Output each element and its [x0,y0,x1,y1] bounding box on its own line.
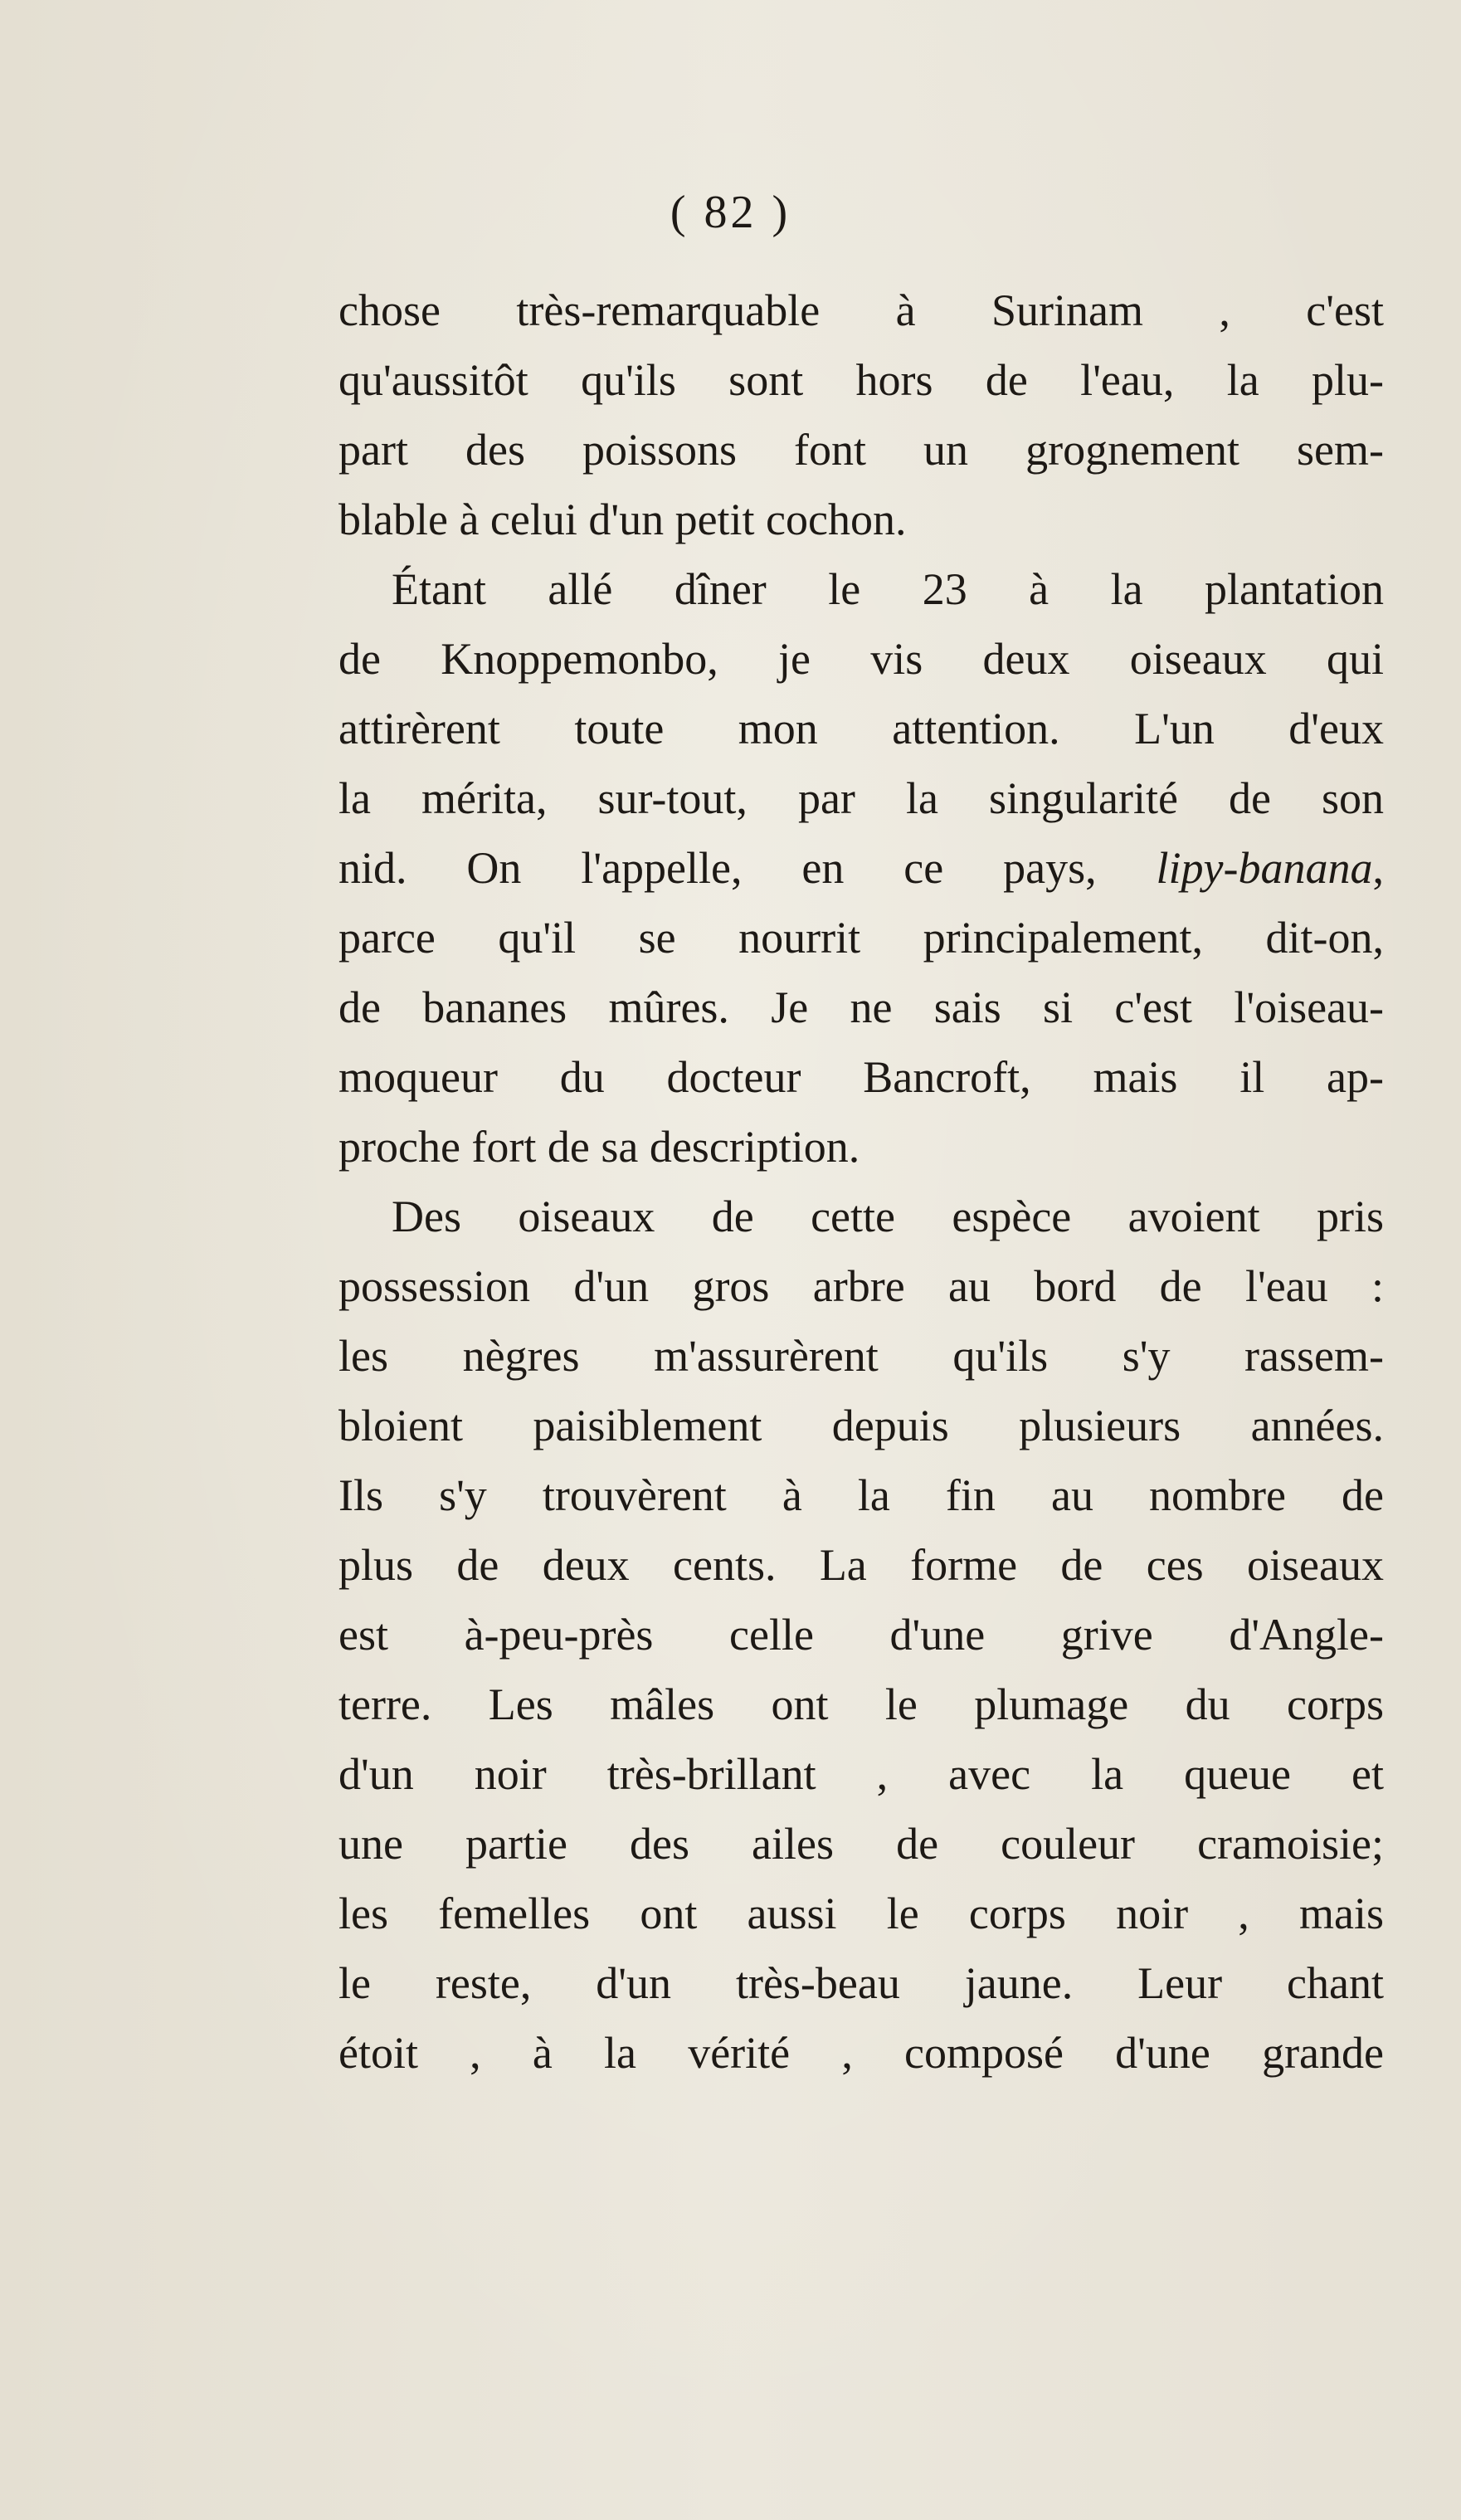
text-line: moqueur du docteur Bancroft, mais il ap- [338,1052,1384,1102]
text-segment: , [1372,843,1384,893]
body-text [338,275,1384,2088]
text-line: de bananes mûres. Je ne sais si c'est l'oiseau- [338,982,1384,1032]
text-line: blable à celui d'un petit cochon. [338,495,907,544]
text-line: Des oiseaux de cette espèce avoient pris [392,1192,1384,1241]
text-line: le reste, d'un très-beau jaune. Leur chant [338,1958,1384,2008]
page-number: ( 82 ) [670,187,791,238]
text-line [338,833,1384,903]
text-line: qu'aussitôt qu'ils sont hors de l'eau, la plu- [338,355,1384,405]
text-line: étoit , à la vérité , composé d'une grande [338,2028,1384,2078]
text-line: attirèrent toute mon attention. L'un d'eux [338,704,1384,753]
text-line: les nègres m'assurèrent qu'ils s'y rassem- [338,1331,1384,1381]
bird-name-italic: lipy-banana [1156,843,1373,893]
text-line: plus de deux cents. La forme de ces oiseaux [338,1540,1384,1590]
text-line: bloient paisiblement depuis plusieurs années. [338,1401,1384,1450]
text-line: les femelles ont aussi le corps noir , mais [338,1889,1384,1938]
text-line: chose très-remarquable à Surinam , c'est [338,285,1384,335]
text-line: de Knoppemonbo, je vis deux oiseaux qui [338,634,1384,684]
text-segment: nid. On l'appelle, en ce pays, [338,843,1157,893]
text-line: une partie des ailes de couleur cramoisie; [338,1819,1384,1869]
text-line: parce qu'il se nourrit principalement, dit-on, [338,913,1384,963]
text-line: proche fort de sa description. [338,1122,860,1172]
text-line: possession d'un gros arbre au bord de l'eau : [338,1261,1384,1311]
text-line: Étant allé dîner le 23 à la plantation [392,564,1384,614]
text-line: terre. Les mâles ont le plumage du corps [338,1679,1384,1729]
text-line: la mérita, sur-tout, par la singularité de son [338,773,1384,823]
text-line: Ils s'y trouvèrent à la fin au nombre de [338,1470,1384,1520]
text-line: d'un noir très-brillant , avec la queue et [338,1749,1384,1799]
text-line: est à-peu-près celle d'une grive d'Angle- [338,1610,1384,1660]
text-line: part des poissons font un grognement sem- [338,425,1384,475]
